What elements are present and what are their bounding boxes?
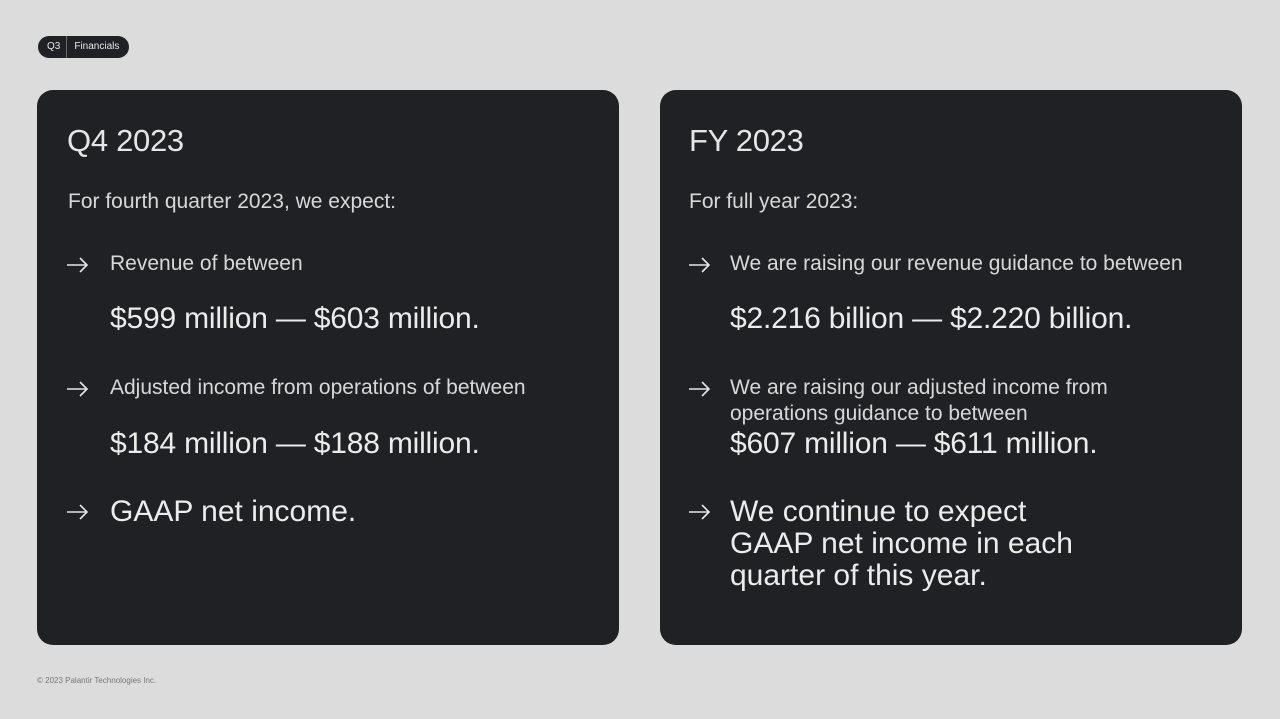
- label-line: We are raising our adjusted income from: [730, 376, 1108, 399]
- adjusted-income-range: $184 million — $188 million.: [110, 427, 480, 460]
- card-intro: For fourth quarter 2023, we expect:: [68, 190, 397, 213]
- text-line: We continue to expect: [730, 495, 1027, 528]
- arrow-right-icon: [66, 256, 90, 274]
- adjusted-income-guidance-range: $607 million — $611 million.: [730, 427, 1098, 460]
- revenue-range: $599 million — $603 million.: [110, 302, 480, 335]
- adjusted-income-guidance-label: [730, 375, 1108, 427]
- text-line: GAAP net income in each: [730, 527, 1073, 560]
- card-title: FY 2023: [689, 123, 804, 158]
- text-line: quarter of this year.: [730, 559, 987, 592]
- arrow-right-icon: [66, 503, 90, 521]
- card-title: Q4 2023: [67, 123, 184, 158]
- q4-guidance-card: [37, 90, 619, 645]
- revenue-label: Revenue of between: [110, 252, 303, 275]
- revenue-guidance-label: We are raising our revenue guidance to between: [730, 252, 1183, 275]
- gaap-net-income: GAAP net income.: [110, 495, 357, 528]
- arrow-right-icon: [688, 380, 712, 398]
- gaap-expectation: [730, 496, 1073, 592]
- arrow-right-icon: [688, 503, 712, 521]
- label-line: operations guidance to between: [730, 402, 1028, 425]
- adjusted-income-label: Adjusted income from operations of between: [110, 376, 526, 399]
- arrow-right-icon: [688, 256, 712, 274]
- quarter-tag: Q3: [38, 36, 67, 58]
- copyright: © 2023 Palantir Technologies Inc.: [37, 676, 157, 685]
- card-intro: For full year 2023:: [689, 190, 859, 213]
- fy-guidance-card: [660, 90, 1242, 645]
- revenue-guidance-range: $2.216 billion — $2.220 billion.: [730, 302, 1133, 335]
- arrow-right-icon: [66, 380, 90, 398]
- section-tag-label: Financials: [74, 41, 120, 52]
- section-tag: [38, 36, 129, 58]
